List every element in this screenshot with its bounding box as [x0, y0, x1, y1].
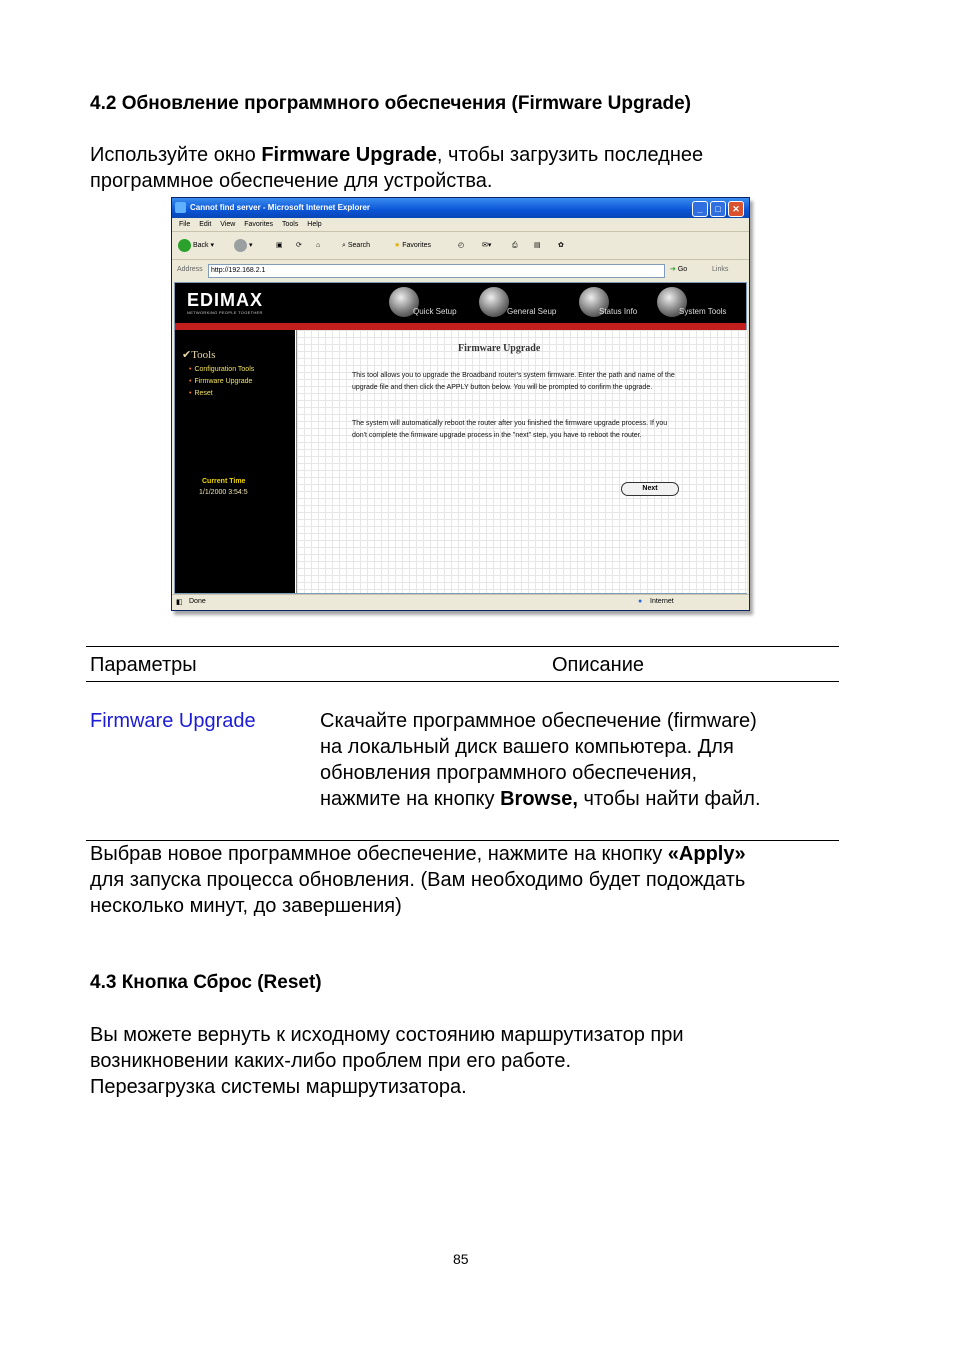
back-button[interactable]: Back ▾: [178, 238, 214, 253]
menu-file[interactable]: File: [179, 221, 191, 228]
menu-help[interactable]: Help: [307, 221, 322, 228]
table-top-rule: [86, 646, 839, 647]
address-label: Address: [177, 266, 203, 273]
reset-paragraph: [90, 1022, 684, 1100]
globe-icon: [479, 287, 509, 317]
menu-view[interactable]: View: [220, 221, 236, 228]
nav-general-setup[interactable]: [479, 283, 569, 323]
reset-line-1: Вы можете вернуть к исходному состоянию маршрутизатор при: [90, 1024, 684, 1046]
section-heading-4-3: 4.3 Кнопка Сброс (Reset): [90, 972, 322, 993]
intro-text-post: , чтобы загрузить последнее: [436, 144, 704, 166]
reset-line-3: Перезагрузка системы маршрутизатора.: [90, 1076, 467, 1098]
ie-icon: [175, 202, 186, 213]
table-header-description: Описание: [552, 654, 645, 676]
page-icon: ◧: [176, 599, 183, 606]
back-arrow-icon: [178, 239, 191, 252]
nav-quick-setup[interactable]: [389, 283, 479, 323]
address-input[interactable]: [208, 264, 665, 278]
edimax-tagline: NETWORKING PEOPLE TOGETHER: [187, 310, 263, 315]
nav-status-info[interactable]: [579, 283, 659, 323]
desc-line-2: на локальный диск вашего компьютера. Для: [320, 736, 734, 758]
content-paragraph-1: This tool allows you to upgrade the Broadband router's system firmware. Enter the path and name of the upgrade file and then click the APPLY button below. You will be prompted to confirm the upgrade.: [352, 372, 675, 391]
menu-bar: [172, 218, 749, 232]
menu-favorites[interactable]: Favorites: [244, 221, 274, 228]
apply-paragraph: [90, 841, 746, 919]
window-title: Cannot find server - Microsoft Internet Explorer: [190, 203, 371, 212]
forward-button[interactable]: ▾: [234, 238, 252, 253]
nav-quick-setup-label: Quick Setup: [413, 307, 457, 316]
back-label: Back: [192, 242, 209, 249]
apply-line-3: несколько минут, до завершения): [90, 895, 402, 917]
maximize-icon[interactable]: □: [710, 201, 726, 217]
section-heading-4-2: 4.2 Обновление программного обеспечения (Firmware Upgrade): [90, 93, 692, 114]
status-done: Done: [189, 598, 206, 605]
mail-icon[interactable]: ✉▾: [482, 242, 492, 249]
go-arrow-icon: ➔: [670, 266, 676, 273]
links-label[interactable]: Links: [712, 266, 729, 273]
star-icon: ★: [394, 242, 401, 249]
param-description: [320, 708, 761, 812]
apply-line-1-pre: Выбрав новое программное обеспечение, нажмите на кнопку: [90, 843, 668, 865]
desc-line-4-bold: Browse,: [500, 788, 578, 810]
sidebar: [175, 330, 295, 593]
param-firmware-upgrade: Firmware Upgrade: [90, 710, 256, 732]
intro-paragraph: [90, 142, 703, 194]
nav-system-tools-label: System Tools: [679, 307, 727, 316]
stop-icon[interactable]: ▣: [276, 242, 283, 249]
home-icon[interactable]: ⌂: [316, 242, 321, 249]
header-red-stripe: [175, 323, 746, 330]
desc-line-4-post: чтобы найти файл.: [577, 788, 761, 810]
desc-line-3: обновления программного обеспечения,: [320, 762, 698, 784]
menu-tools[interactable]: Tools: [282, 221, 299, 228]
nav-status-info-label: Status Info: [599, 307, 638, 316]
print-icon[interactable]: ⎙: [512, 242, 518, 249]
intro-text-line2: программное обеспечение для устройства.: [90, 170, 493, 192]
firmware-content: [296, 330, 747, 593]
go-label: Go: [677, 266, 688, 273]
edimax-logo: EDIMAX: [187, 290, 264, 310]
desc-line-1: Скачайте программное обеспечение (firmware): [320, 710, 757, 732]
sidebar-item-firmware-upgrade[interactable]: • Firmware Upgrade: [189, 378, 252, 385]
current-time-value: 1/1/2000 3:54:5: [199, 489, 248, 496]
router-screenshot: [171, 197, 750, 611]
nav-system-tools[interactable]: [657, 283, 746, 323]
ie-status-bar: [172, 594, 749, 611]
sidebar-item-configuration-tools[interactable]: • Configuration Tools: [189, 366, 254, 373]
next-button[interactable]: Next: [621, 482, 679, 496]
ie-toolbar: [172, 232, 749, 260]
desc-line-4-pre: нажмите на кнопку: [320, 788, 501, 810]
check-icon: ✔: [182, 349, 192, 361]
address-bar: [172, 260, 749, 281]
sidebar-item-reset[interactable]: • Reset: [189, 390, 213, 397]
sidebar-title: ✔Tools: [182, 349, 216, 361]
header-band: [175, 283, 746, 323]
intro-text-bold: Firmware Upgrade: [261, 144, 437, 166]
apply-line-2: для запуска процесса обновления. (Вам необходимо будет подождать: [90, 869, 746, 891]
favorites-label: Favorites: [402, 242, 432, 249]
menu-edit[interactable]: Edit: [199, 221, 212, 228]
refresh-icon[interactable]: ⟳: [296, 242, 302, 249]
close-icon[interactable]: ✕: [728, 201, 744, 217]
content-paragraph-2: The system will automatically reboot the router after you finished the firmware upgrade process. If you don't complete the firmware upgrade process in the "next" step, you have to reboot the router.: [352, 420, 668, 439]
content-title: Firmware Upgrade: [458, 343, 541, 354]
status-internet: Internet: [650, 598, 674, 605]
search-icon: ⌕: [342, 242, 346, 249]
minimize-icon[interactable]: _: [692, 201, 708, 217]
ie-title-bar: [172, 198, 749, 218]
messenger-icon[interactable]: ✿: [558, 242, 564, 249]
search-button[interactable]: [342, 238, 370, 253]
search-label: Search: [347, 242, 371, 249]
nav-general-setup-label: General Seup: [507, 307, 557, 316]
page-number: 85: [453, 1251, 469, 1267]
address-value: http://192.168.2.1: [210, 267, 266, 274]
reset-line-2: возникновении каких-либо проблем при его работе.: [90, 1050, 572, 1072]
internet-globe-icon: ●: [638, 598, 643, 605]
intro-text-pre: Используйте окно: [90, 144, 262, 166]
table-header-rule: [86, 681, 839, 682]
router-web-page: [174, 282, 747, 594]
edit-icon[interactable]: ▤: [534, 242, 541, 249]
apply-line-1-bold: «Apply»: [667, 843, 746, 865]
history-icon[interactable]: ◴: [458, 242, 465, 249]
favorites-button[interactable]: [394, 238, 431, 253]
forward-arrow-icon: [234, 239, 247, 252]
current-time-label: Current Time: [202, 478, 246, 485]
table-header-params: Параметры: [90, 654, 197, 676]
go-button[interactable]: [670, 265, 687, 273]
